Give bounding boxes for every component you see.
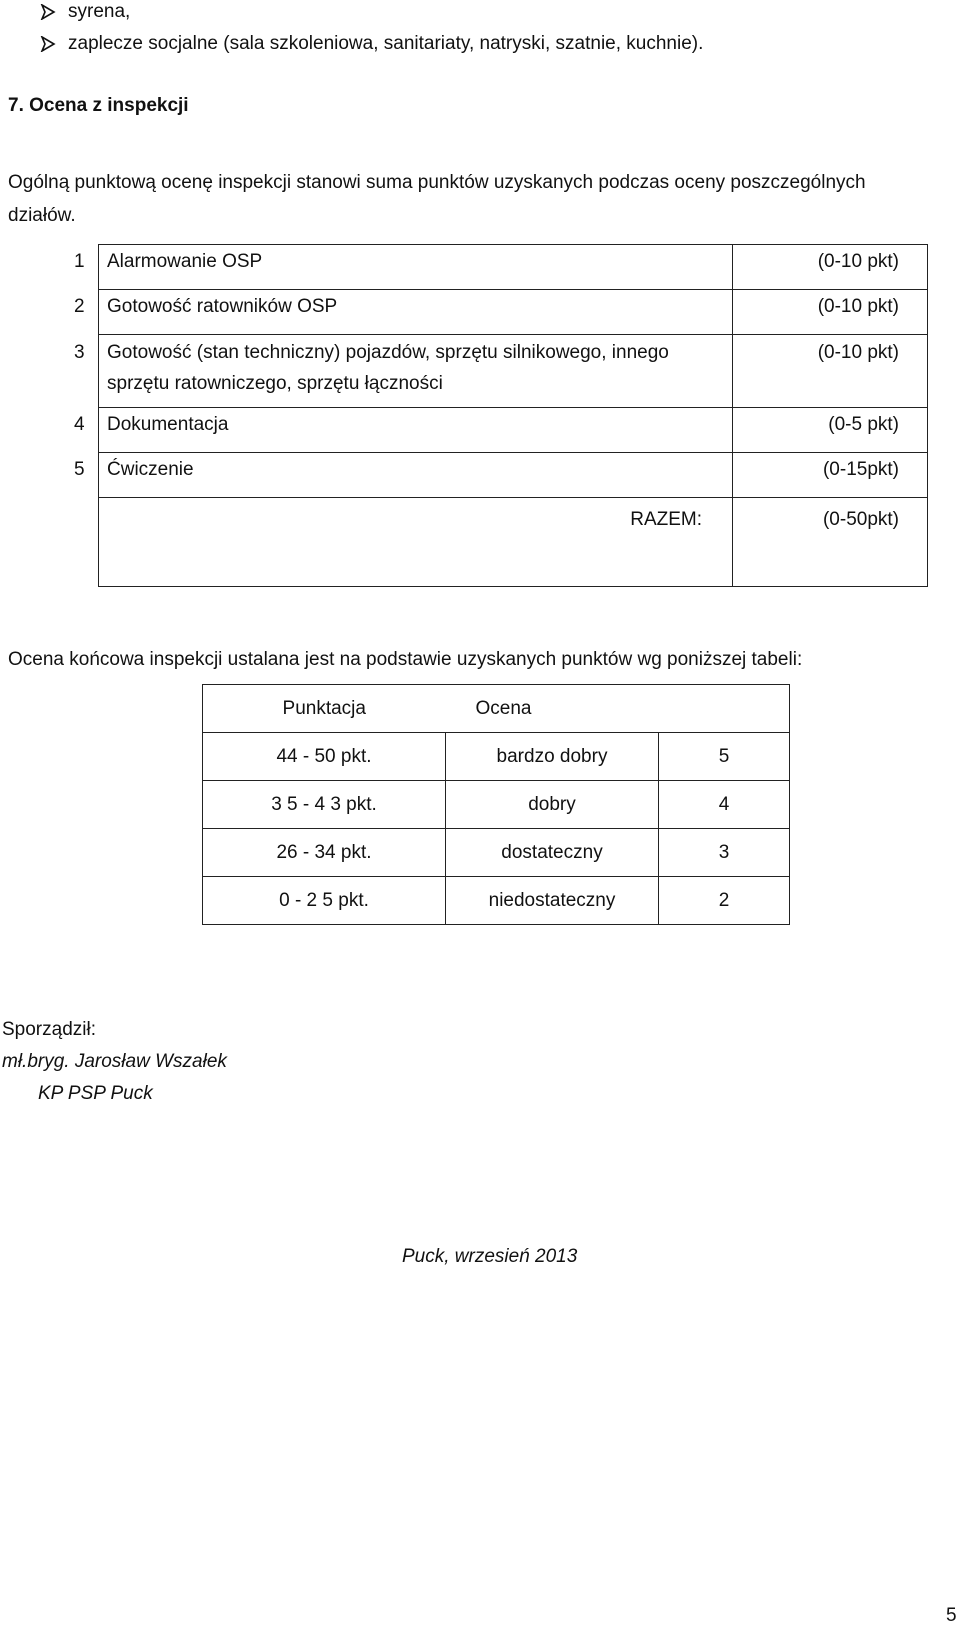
bullet-item <box>40 32 703 56</box>
table-row <box>203 829 790 877</box>
grade-table-header <box>203 685 790 733</box>
grade-name: bardzo dobry <box>446 733 659 781</box>
signature-label: Sporządził: <box>2 1019 96 1040</box>
table-row <box>203 877 790 925</box>
total-label: RAZEM: <box>99 498 733 587</box>
grade-range: 44 - 50 pkt. <box>203 733 446 781</box>
table-row <box>66 408 928 453</box>
arrow-bullet-icon <box>40 36 56 52</box>
row-label: Ćwiczenie <box>99 453 733 498</box>
grade-range: 0 - 2 5 pkt. <box>203 877 446 925</box>
intro-line: działów. <box>8 205 76 226</box>
section-heading: 7. Ocena z inspekcji <box>8 95 189 116</box>
intro-paragraph <box>8 166 866 232</box>
row-points: (0-10 pkt) <box>733 335 928 408</box>
grade-range: 26 - 34 pkt. <box>203 829 446 877</box>
grade-value: 3 <box>659 829 790 877</box>
table-row <box>66 245 928 290</box>
grade-value: 5 <box>659 733 790 781</box>
header-cell: Ocena <box>446 685 790 733</box>
signature-name: mł.bryg. Jarosław Wszałek <box>2 1051 227 1072</box>
row-points: (0-15pkt) <box>733 453 928 498</box>
row-label-line: Gotowość (stan techniczny) pojazdów, sprzętu silnikowego, innego <box>107 342 669 363</box>
signature-unit: KP PSP Puck <box>38 1083 153 1104</box>
table-row <box>66 290 928 335</box>
arrow-bullet-icon <box>40 4 56 20</box>
intro-line: Ogólną punktową ocenę inspekcji stanowi suma punktów uzyskanych podczas oceny poszczególnych <box>8 172 866 193</box>
row-number: 4 <box>74 413 85 435</box>
row-label: Dokumentacja <box>99 408 733 453</box>
row-label-line: sprzętu ratowniczego, sprzętu łączności <box>107 373 443 394</box>
total-spacer <box>66 498 99 587</box>
table-row <box>203 733 790 781</box>
grade-value: 4 <box>659 781 790 829</box>
row-label <box>99 335 733 408</box>
grade-name: dobry <box>446 781 659 829</box>
total-row <box>66 498 928 587</box>
grade-range: 3 5 - 4 3 pkt. <box>203 781 446 829</box>
final-text: Ocena końcowa inspekcji ustalana jest na podstawie uzyskanych punktów wg poniższej tabeli: <box>8 649 803 670</box>
bullet-text: zaplecze socjalne (sala szkoleniowa, sanitariaty, natryski, szatnie, kuchnie). <box>68 33 704 54</box>
row-number: 1 <box>74 250 85 272</box>
row-number: 3 <box>74 341 85 363</box>
total-points: (0-50pkt) <box>733 498 928 587</box>
header-cell: Punktacja <box>203 685 446 733</box>
table-row <box>203 781 790 829</box>
row-number: 5 <box>74 458 85 480</box>
grade-name: niedostateczny <box>446 877 659 925</box>
grade-name: dostateczny <box>446 829 659 877</box>
row-points: (0-5 pkt) <box>733 408 928 453</box>
row-number: 2 <box>74 295 85 317</box>
bullet-item <box>40 0 130 24</box>
score-table <box>66 244 928 587</box>
grade-table <box>202 684 790 925</box>
bullet-text: syrena, <box>68 1 131 22</box>
row-points: (0-10 pkt) <box>733 245 928 290</box>
row-label: Gotowość ratowników OSP <box>99 290 733 335</box>
place-date: Puck, wrzesień 2013 <box>402 1246 578 1267</box>
grade-value: 2 <box>659 877 790 925</box>
table-row <box>66 453 928 498</box>
row-label: Alarmowanie OSP <box>99 245 733 290</box>
row-points: (0-10 pkt) <box>733 290 928 335</box>
page-number: 5 <box>946 1605 957 1626</box>
table-row <box>66 335 928 408</box>
